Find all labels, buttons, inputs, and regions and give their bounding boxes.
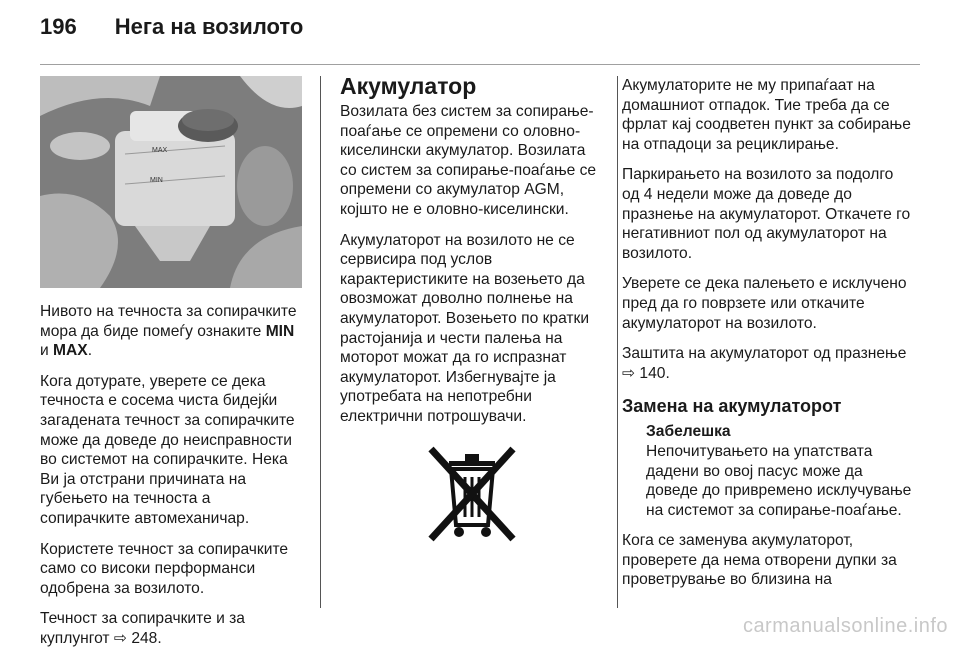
crossed-out-wheelie-bin-icon xyxy=(417,439,527,549)
paragraph-fluid-use: Користете течност за сопирачките само со високи перформанси одобрена за возилото. xyxy=(40,540,289,597)
page-title: Нега на возилото xyxy=(114,14,304,39)
paragraph-ignition: Уверете се дека палењето е исклучено пред да го поврзете или откачите акумулаторот на возилото. xyxy=(622,275,907,332)
column-1 xyxy=(40,76,302,660)
brake-fluid-reservoir-photo xyxy=(40,76,302,288)
reference-arrow-icon: ⇨ xyxy=(113,629,127,647)
min-mark-label: MIN xyxy=(150,177,163,184)
column-2 xyxy=(340,72,604,549)
note-title: Забелешка xyxy=(646,423,731,441)
max-mark-label: MAX xyxy=(152,147,168,154)
column-divider-2 xyxy=(617,76,618,608)
header-rule xyxy=(40,64,920,65)
paragraph-battery-types: Возилата без систем за сопирање-поаѓање се опремени со оловно-киселински акумулатор. Возилата со систем за сопирање-поаѓање се опремени со акумулатор AGM, којшто не е оловно-киселински. xyxy=(340,103,597,218)
note-body: Непочитувањето на упатствата дадени во овој пасус може да доведе до привремено исклучување на системот за сопирање-поаѓање. xyxy=(646,442,912,519)
note-block xyxy=(646,422,912,520)
paragraph-parking: Паркирањето на возилото за подолго од 4 недели може да доведе до празнење на акумулаторот. Откачете го негативниот пол од акумулаторот на возилото. xyxy=(622,166,911,262)
paragraph-topping-up: Кога дотурате, уверете се дека течноста е сосема чиста бидејќи загадената течност за сопирачките може да доведе до неисправности во системот на сопирачките. Нека Ви ја отстрани причината на губењето на течноста а сопирачките автомеханичар. xyxy=(40,372,295,527)
paragraph-battery-maintenance: Акумулаторот на возилото не се сервисира под услов карактеристиките на возењето да овозможат доволно полнење на акумулаторот. Возењето по кратки растојанија и чести палења на моторот можат да го испразнат акумулаторот. Избегнувајте ја употребата на непотребни електрични потрошувачи. xyxy=(340,231,590,425)
page-header xyxy=(40,14,303,40)
column-3 xyxy=(622,76,912,601)
column-divider-1 xyxy=(320,76,321,608)
page-number: 196 xyxy=(40,14,77,39)
watermark: carmanualsonline.info xyxy=(742,615,948,637)
section-heading-battery-replacement: Замена на акумулаторот xyxy=(622,396,842,417)
paragraph-fluid-level: Нивото на течноста за сопирачките мора да биде помеѓу ознаките MIN и MAX. xyxy=(40,303,297,360)
reference-arrow-icon: ⇨ xyxy=(622,364,636,382)
paragraph-replacement: Кога се заменува акумулаторот, проверете да нема отворени дупки за проветрување во близина на xyxy=(622,532,897,589)
section-heading-battery: Акумулатор xyxy=(340,73,477,99)
paragraph-fluid-reference: Течност за сопирачките и за куплунгот ⇨ 248. xyxy=(40,610,245,647)
page-reference[interactable]: 140 xyxy=(639,364,666,382)
page-reference[interactable]: 248 xyxy=(131,629,158,647)
paragraph-battery-disposal: Акумулаторите не му припаѓаат на домашниот отпадок. Тие треба да се фрлат кај соодветен пункт за собирање на отпадоци за рециклирање. xyxy=(622,77,911,153)
paragraph-discharge-reference: Заштита на акумулаторот од празнење ⇨ 140. xyxy=(622,345,907,382)
